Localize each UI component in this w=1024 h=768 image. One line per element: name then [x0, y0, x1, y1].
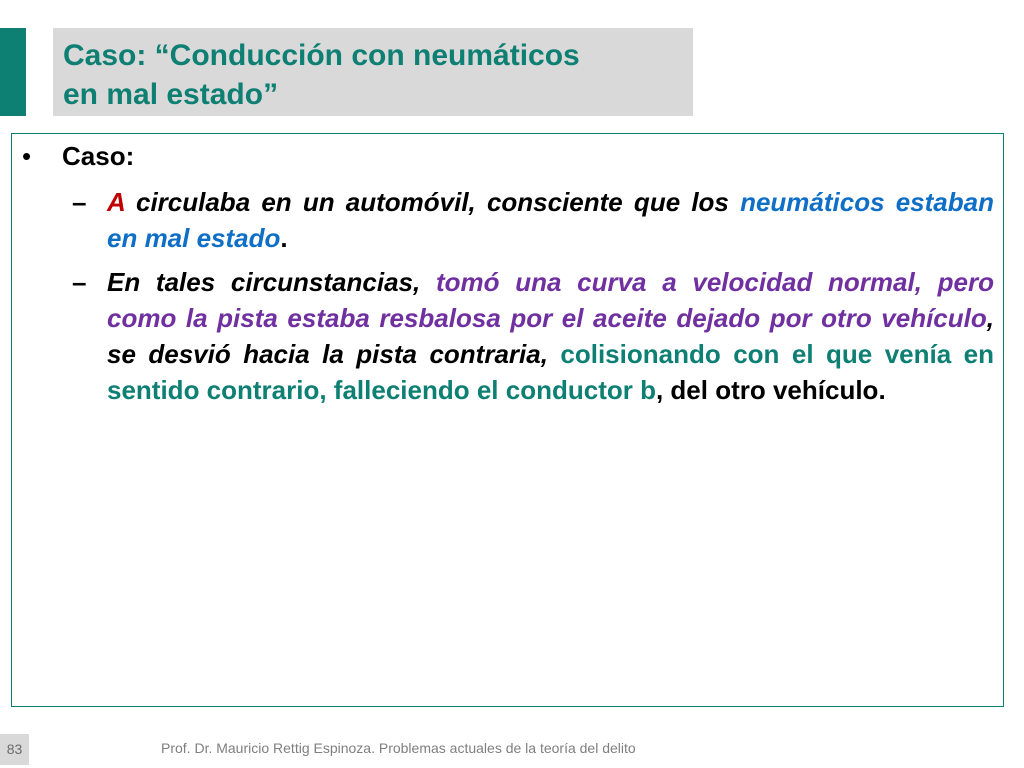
bullet-icon: • [22, 141, 32, 171]
dash-icon: – [72, 267, 87, 297]
segment-desvio: , se desvió hacia la pista contraria, [107, 303, 994, 369]
dash-icon: – [72, 187, 87, 217]
segment-circunstancias: En tales circunstancias, [107, 267, 436, 297]
sub-item-1 [72, 184, 994, 256]
bullet-caso [22, 141, 134, 172]
slide-title: Caso: “Conducción con neumáticos en mal estado” [63, 39, 580, 111]
segment-otro-vehiculo: , del otro vehículo. [655, 375, 886, 405]
bullet-label: Caso: [62, 141, 135, 171]
segment-curva: tomó una curva a velocidad normal, pero como la pista estaba resbalosa por el aceite dejado por otro vehículo [107, 267, 994, 333]
segment-circulaba: circulaba en un automóvil, consciente que los [124, 187, 741, 217]
segment-neumaticos: neumáticos estaban en mal estado [107, 187, 994, 253]
segment-colisionando: colisionando con el que venía en sentido contrario, falleciendo el conductor b [107, 339, 994, 405]
segment-period: . [280, 223, 288, 253]
footer-text: Prof. Dr. Mauricio Rettig Espinoza. Problemas actuales de la teoría del delito [161, 740, 636, 756]
sub-item-1-text [107, 184, 994, 256]
page-number: 83 [0, 734, 29, 765]
segment-a: A [107, 187, 125, 217]
sub-item-2 [72, 264, 994, 408]
title-box [53, 28, 693, 116]
sub-item-2-text [107, 264, 994, 408]
title-accent-bar [0, 28, 26, 116]
